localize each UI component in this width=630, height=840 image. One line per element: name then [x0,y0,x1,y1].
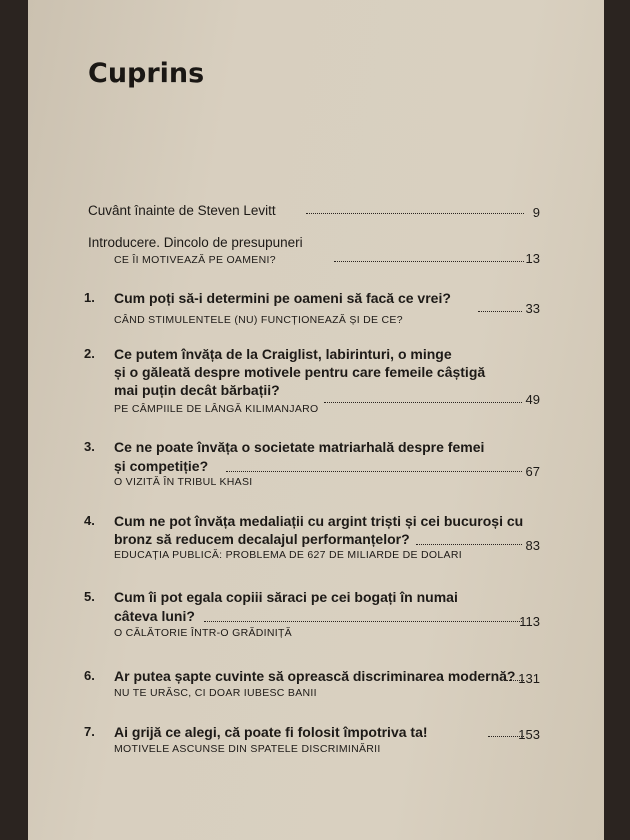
entry-title: Introducere. Dincolo de presupuneri [88,235,303,250]
page-number: 131 [518,671,540,686]
entry-title: Cuvânt înainte de Steven Levitt [88,203,276,218]
chapter-title-line: Ai grijă ce alegi, că poate fi folosit împotriva ta! [114,724,428,740]
page-number: 9 [532,205,540,220]
page-title: Cuprins [88,58,205,89]
chapter-title-line: mai puțin decât bărbații? [114,382,280,398]
chapter-title-line: câteva luni? [114,608,195,624]
chapter-title-line: Ar putea șapte cuvinte să oprească discriminarea modernă? [114,668,516,684]
chapter-number: 1. [84,290,95,305]
chapter-subtitle: CÂND STIMULENTELE (NU) FUNCȚIONEAZĂ ȘI DE CE? [114,314,403,326]
page-number: 153 [518,727,540,742]
page-number: 33 [525,301,540,316]
chapter-subtitle: EDUCAȚIA PUBLICĂ: PROBLEMA DE 627 DE MILIARDE DE DOLARI [114,549,462,561]
chapter-subtitle: O CĂLĂTORIE ÎNTR-O GRĂDINIȚĂ [114,627,292,639]
page-number: 83 [525,538,540,553]
dot-leader [334,261,524,262]
page-number: 113 [519,614,540,629]
chapter-number: 7. [84,724,95,739]
chapter-title-line: și competiție? [114,458,209,474]
page-number: 13 [525,251,540,266]
chapter-title-line: Cum îi pot egala copiii săraci pe cei bogați în numai [114,589,458,605]
chapter-title-line: Cum poți să-i determini pe oameni să facă ce vrei? [114,290,451,306]
chapter-number: 6. [84,668,95,683]
page-number: 49 [525,392,540,407]
page-number: 67 [525,464,540,479]
dot-leader [204,621,522,622]
chapter-number: 5. [84,589,95,604]
dot-leader [226,471,522,472]
dot-leader [324,402,522,403]
chapter-title-line: bronz să reducem decalajul performanțelor? [114,531,410,547]
dot-leader [306,213,524,214]
chapter-title-line: Cum ne pot învăța medaliații cu argint triști și cei bucuroși cu [114,513,524,529]
chapter-title-line: Ce putem învăța de la Craiglist, labirinturi, o minge [114,346,452,362]
dot-leader [416,544,522,545]
entry-subtitle: CE ÎI MOTIVEAZĂ PE OAMENI? [114,254,276,266]
chapter-number: 3. [84,439,95,454]
chapter-number: 2. [84,346,95,361]
chapter-subtitle: O VIZITĂ ÎN TRIBUL KHASI [114,476,253,488]
chapter-number: 4. [84,513,95,528]
chapter-subtitle: NU TE URĂSC, CI DOAR IUBESC BANII [114,687,317,699]
chapter-title-line: și o găleată despre motivele pentru care femeile câștigă [114,364,486,380]
chapter-title-line: Ce ne poate învăța o societate matriarhală despre femei [114,439,485,455]
dot-leader [478,311,522,312]
chapter-subtitle: MOTIVELE ASCUNSE DIN SPATELE DISCRIMINĂRII [114,743,381,755]
book-page [28,0,604,840]
chapter-subtitle: PE CÂMPIILE DE LÂNGĂ KILIMANJARO [114,403,319,415]
